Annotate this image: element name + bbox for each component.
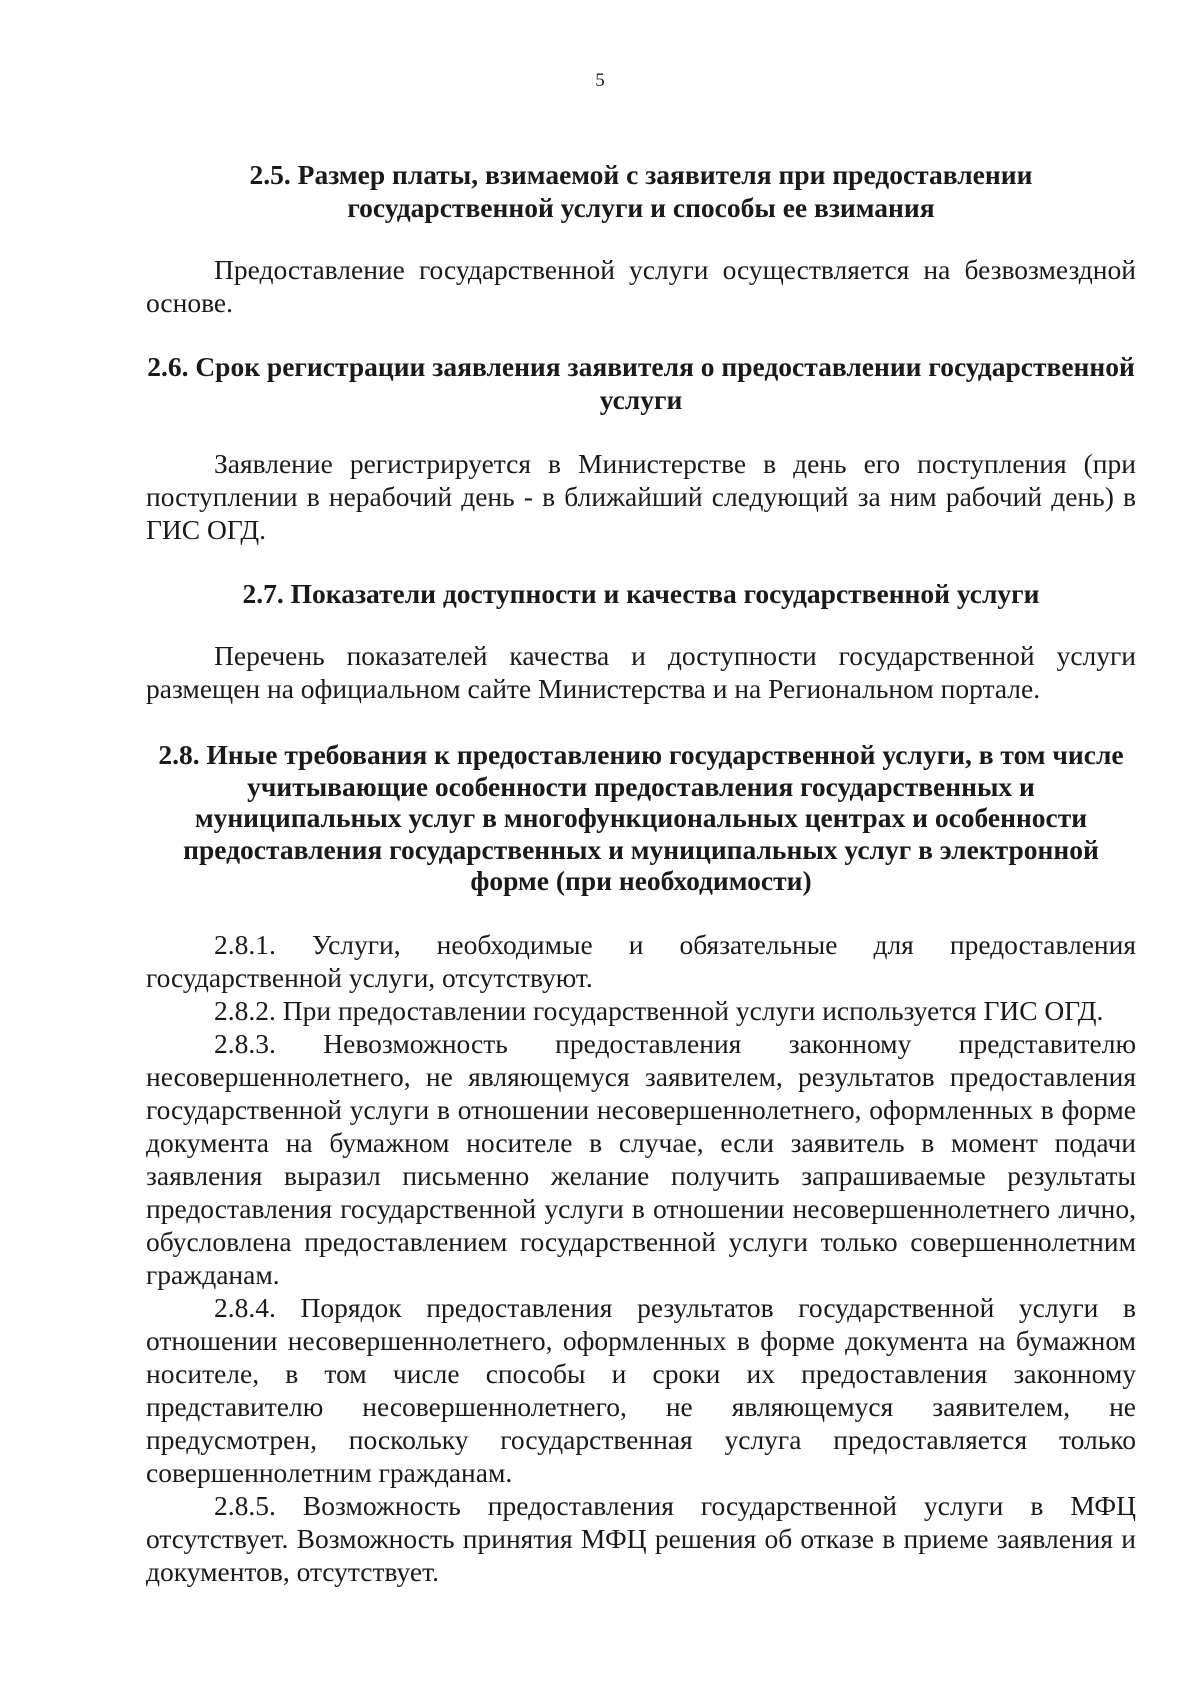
paragraph-2-8-3: 2.8.3. Невозможность предоставления законному представителю несовершеннолетнего, не являющемуся заявителем, результатов предоставления государственной услуги в отношении несовершеннолетнего, оформленных в форме документа на бумажном носителе в случае, если заявитель в момент подачи заявления выразил письменно желание получить запрашиваемые результаты предоставления государственной услуги в отношении несовершеннолетнего лично, обусловлена предоставлением государственной услуги только совершеннолетним гражданам.	[146, 1027, 1136, 1290]
section-paragraph-2-7: Перечень показателей качества и доступности государственной услуги размещен на официальном сайте Министерства и на Региональном портале.	[146, 640, 1136, 704]
section-heading-2-7: 2.7. Показатели доступности и качества государственной услуги	[242, 578, 1040, 609]
section-heading-2-6: 2.6. Срок регистрации заявления заявителя о предоставлении государственной услуги	[147, 351, 1135, 415]
paragraph-2-8-1: 2.8.1. Услуги, необходимые и обязательные для предоставления государственной услуги, отсутствуют.	[146, 928, 1136, 993]
section-paragraph-2-5: Предоставление государственной услуги осуществляется на безвозмездной основе.	[146, 254, 1136, 318]
paragraph-2-8-4: 2.8.4. Порядок предоставления результатов государственной услуги в отношении несовершеннолетнего, оформленных в форме документа на бумажном носителе, в том числе способы и сроки их предоставления законному представителю несовершеннолетнего, не являющемуся заявителем, не предусмотрен, поскольку государственная услуга предоставляется только совершеннолетним гражданам.	[146, 1291, 1136, 1488]
document-body	[146, 158, 1136, 1588]
section-heading-2-5: 2.5. Размер платы, взимаемой с заявителя при предоставлении государственной услуги и способы ее взимания	[249, 159, 1033, 223]
paragraph-2-8-5: 2.8.5. Возможность предоставления государственной услуги в МФЦ отсутствует. Возможность принятия МФЦ решения об отказе в приеме заявления и документов, отсутствует.	[146, 1489, 1136, 1587]
section-heading-2-8: 2.8. Иные требования к предоставлению государственной услуги, в том числе учитывающие особенности предоставления государственных и муниципальных услуг в многофункциональных центрах и особенности предоставления государственных и муниципальных услуг в электронной форме (при необходимости)	[158, 739, 1124, 896]
section-paragraph-2-6: Заявление регистрируется в Министерстве в день его поступления (при поступлении в нерабочий день - в ближайший следующий за ним рабочий день) в ГИС ОГД.	[146, 448, 1136, 545]
paragraph-2-8-2: 2.8.2. При предоставлении государственной услуги используется ГИС ОГД.	[214, 994, 1104, 1026]
page-number: 5	[595, 70, 605, 91]
